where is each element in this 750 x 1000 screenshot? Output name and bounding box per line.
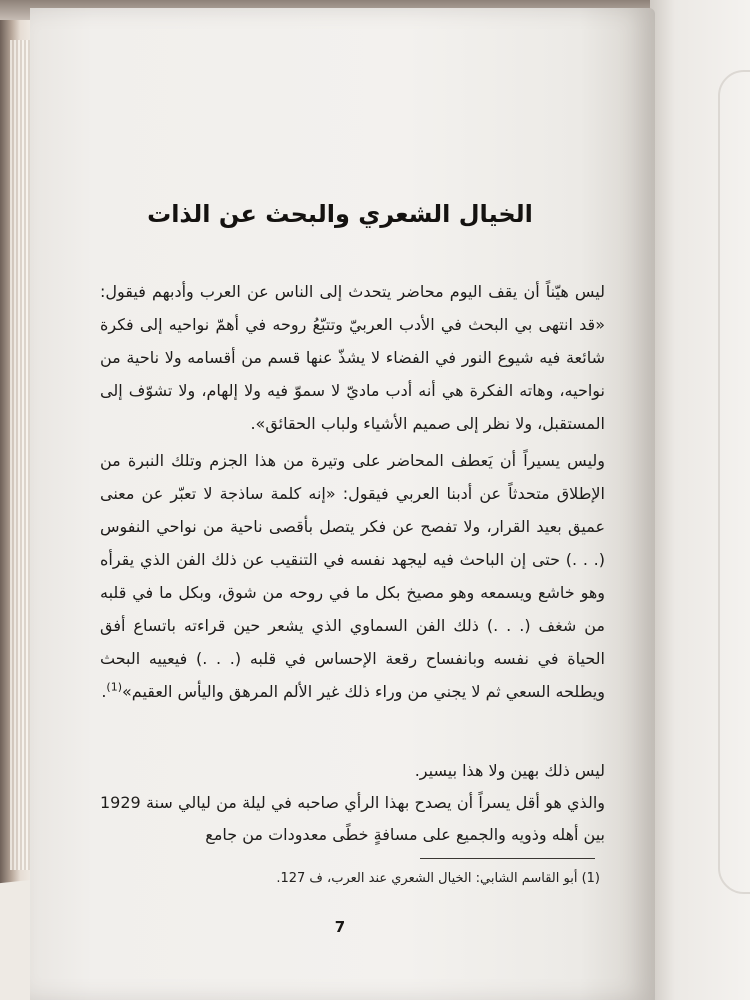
- paragraph-1: ليس هيّناً أن يقف اليوم محاضر يتحدث إلى الناس عن العرب وأدبهم فيقول: «قد انتهى بي البحث في الأدب العربيّ وتتبّعُ روحه في أهمّ نواحيه إلى فكرة شائعة فيه شيوع النور في الفضاء لا يشذّ عنها قسم من أقسامه ولا ناحية من نواحيه، وهاته الفكرة هي أنه أدب ماديّ لا سموّ فيه ولا إلهام، ولا تشوّف إلى المستقبل، ولا نظر إلى صميم الأشياء ولباب الحقائق».: [100, 282, 605, 433]
- footnote-divider: [420, 858, 595, 859]
- paragraph-2: وليس يسيراً أن يَعطف المحاضر على وتيرة من هذا الجزم وتلك النبرة من الإطلاق متحدثاً عن أدبنا العربي فيقول: «إنه كلمة ساذجة لا تعبّر عن معنى عميق بعيد القرار، ولا تفصح عن فكر يتصل بأقصى ناحية من نواحي النفوس (. . .) حتى إن الباحث فيه ليجهد نفسه في التنقيب عن ذلك الفن الذي يقرأه وهو خاشع ويسمعه وهو مصيخ بكل ما في روحه من شوق، وبكل ما في قلبه من شغف (. . .) ذلك الفن السماوي الذي يشعر حين قراءته باتساع أفق الحياة في نفسه وبانفساح رقعة الإحساس في قلبه (. . .) فيعييه البحث ويطلحه السعي ثم لا يجني من وراء ذلك غير الألم المرهق واليأس العقيم»$^{(1)}$.: [100, 451, 605, 701]
- facing-page-frame: [718, 70, 750, 894]
- paragraph-3-rest: والذي هو أقل يسراً أن يصدح بهذا الرأي صاحبه في ليلة من ليالي سنة 1929 بين أهله وذويه والجميع على مسافةٍ خطًى معدودات من جامع: [100, 793, 605, 844]
- footnote: (1) أبو القاسم الشابي: الخيال الشعري عند العرب، ف 127.: [276, 871, 600, 886]
- chapter-title: الخيال الشعري والبحث عن الذات: [147, 200, 533, 228]
- paragraph-2-text: وليس يسيراً أن يَعطف المحاضر على وتيرة من هذا الجزم وتلك النبرة من الإطلاق متحدثاً عن أدبنا العربي فيقول: «إنه كلمة ساذجة لا تعبّر عن معنى عميق بعيد القرار، ولا تفصح عن فكر يتصل بأقصى ناحية من نواحي النفوس (. . .) حتى إن الباحث فيه ليجهد نفسه في التنقيب عن ذلك الفن الذي يقرأه وهو خاشع ويسمعه وهو مصيخ بكل ما في روحه من شوق، وبكل ما في قلبه من شغف (. . .) ذلك الفن السماوي الذي يشعر حين قراءته باتساع أفق الحياة في نفسه وبانفساح رقعة الإحساس في قلبه (. . .) فيعييه البحث ويطلحه السعي ثم لا يجني من وراء ذلك غير الألم المرهق واليأس العقيم»: [100, 451, 605, 701]
- paragraph-3: [100, 755, 605, 851]
- body-text: [100, 275, 605, 708]
- paragraph-3-line-1: ليس ذلك بهين ولا هذا بيسير.: [414, 761, 605, 780]
- page-number: 7: [334, 918, 346, 936]
- footnote-reference: (1): [106, 680, 122, 694]
